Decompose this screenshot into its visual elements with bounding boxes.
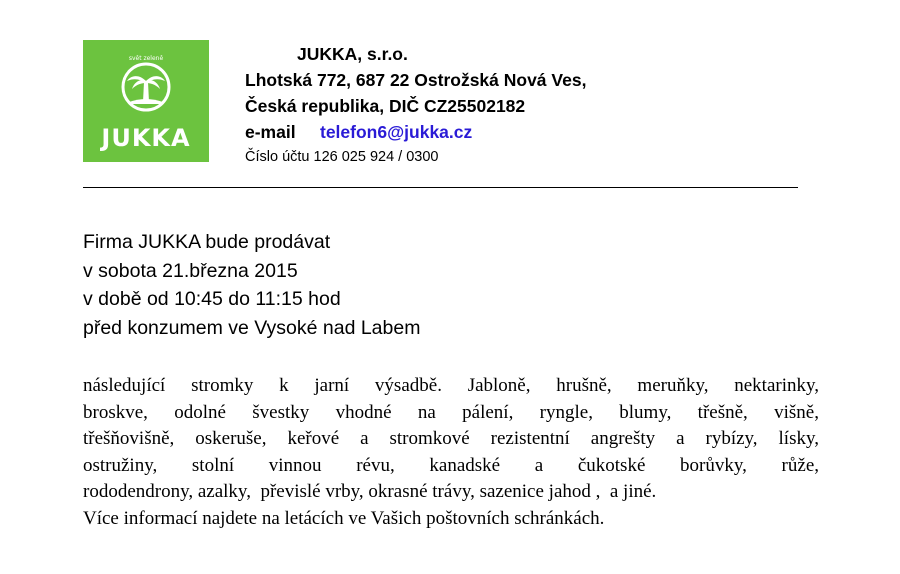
body-line-3: třešňovišně, oskeruše, keřové a stromkové rezistentní angrešty a rybízy, lísky, — [83, 428, 819, 449]
logo-arc-text: svět zeleně — [128, 55, 164, 62]
address-line-2: Česká republika, DIČ CZ25502182 — [245, 96, 526, 116]
address-line-1: Lhotská 772, 687 22 Ostrožská Nová Ves, — [245, 70, 587, 90]
logo-wordmark: JUKKA — [101, 124, 191, 152]
header-divider — [83, 187, 798, 188]
notice-line-4: před konzumem ve Vysoké nad Labem — [83, 316, 421, 339]
body-line-6: Více informací najdete na letácích ve Vašich poštovních schránkách. — [83, 507, 605, 529]
body-line-4: ostružiny, stolní vinnou révu, kanadské a čukotské borůvky, růže, — [83, 454, 819, 476]
body-line-1: následující stromky k jarní výsadbě. Jabloně, hrušně, meruňky, nektarinky, — [83, 375, 819, 396]
body-line-2: broskve, odolné švestky vhodné na pálení, ryngle, blumy, třešně, višně, — [83, 401, 819, 423]
sale-notice — [83, 228, 420, 342]
bank-account: Číslo účtu 126 025 924 / 0300 — [245, 149, 439, 165]
notice-line-2: v sobota 21.března 2015 — [83, 259, 298, 282]
company-name: JUKKA, s.r.o. — [297, 44, 408, 64]
company-logo — [83, 40, 209, 162]
email-row — [245, 122, 472, 143]
notice-line-3: v době od 10:45 do 11:15 hod — [83, 288, 341, 310]
product-description — [83, 373, 819, 532]
email-label: e-mail — [245, 122, 296, 142]
email-link[interactable]: telefon6@jukka.cz — [320, 122, 473, 142]
body-line-5: rododendrony, azalky, převislé vrby, okrasné trávy, sazenice jahod , a jiné. — [83, 481, 657, 502]
notice-line-1: Firma JUKKA bude prodávat — [83, 231, 331, 253]
